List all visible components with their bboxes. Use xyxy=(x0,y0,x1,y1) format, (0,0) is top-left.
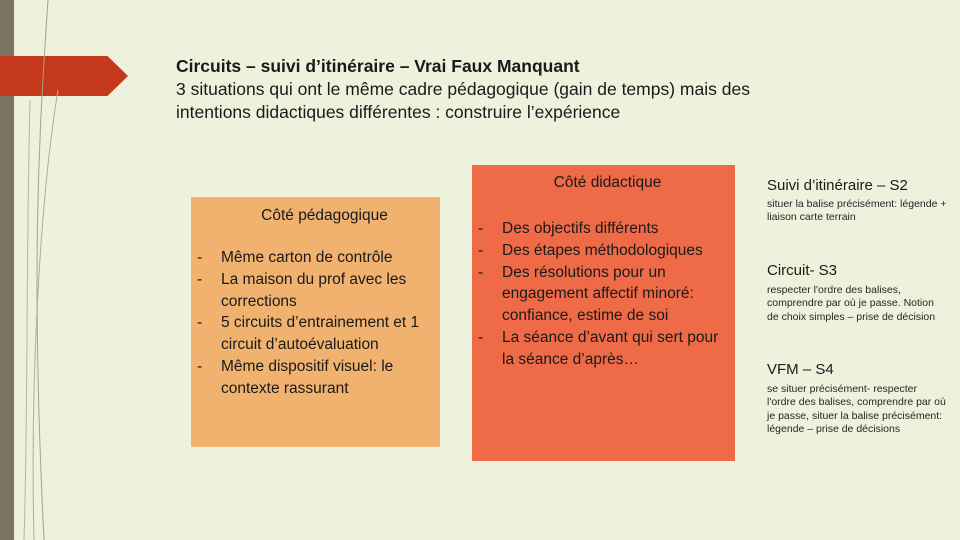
situation-description: se situer précisément- respecter l'ordre des balises, comprendre par où je passe, situer la balise précisément: légende – prise de décisions xyxy=(767,383,946,435)
decorative-curves xyxy=(0,0,120,540)
situation-title: Circuit- S3 xyxy=(767,262,838,279)
list-item xyxy=(197,312,432,356)
dash-marker: - xyxy=(478,241,484,259)
pedagogique-box xyxy=(191,197,440,447)
situation-title: Suivi d’itinéraire – S2 xyxy=(767,177,908,194)
title-line-2: 3 situations qui ont le même cadre pédagogique (gain de temps) mais des xyxy=(176,79,750,99)
list-item-text: La maison du prof avec les corrections xyxy=(221,270,407,310)
list-item xyxy=(478,240,727,262)
list-item-text: Des résolutions pour un engagement affectif minoré: confiance, estime de soi xyxy=(502,263,694,325)
title-line-1: Circuits – suivi d’itinéraire – Vrai Faux Manquant xyxy=(176,56,580,76)
dash-marker: - xyxy=(197,270,203,288)
list-item-text: Même carton de contrôle xyxy=(221,249,393,266)
dash-marker: - xyxy=(197,357,203,375)
list-item-text: 5 circuits d’entrainement et 1 circuit d’autoévaluation xyxy=(221,314,420,354)
didactique-list xyxy=(478,218,727,371)
situation-s4 xyxy=(767,360,947,436)
list-item xyxy=(197,269,432,313)
title-line-3: intentions didactiques différentes : construire l’expérience xyxy=(176,102,621,122)
situation-s3 xyxy=(767,261,947,324)
list-item xyxy=(478,327,727,371)
list-item-text: Même dispositif visuel: le contexte rassurant xyxy=(221,357,394,397)
dash-marker: - xyxy=(197,314,203,332)
situation-s2 xyxy=(767,176,947,225)
pedagogique-list xyxy=(197,247,432,400)
dash-marker: - xyxy=(478,328,484,346)
dash-marker: - xyxy=(478,220,484,237)
didactique-title: Côté didactique xyxy=(553,174,662,191)
didactique-box xyxy=(472,165,735,461)
list-item-text: Des objectifs différents xyxy=(502,220,659,237)
list-item-text: Des étapes méthodologiques xyxy=(502,241,703,259)
situation-title: VFM – S4 xyxy=(767,361,834,378)
list-item xyxy=(478,262,727,327)
list-item xyxy=(478,218,727,240)
list-item xyxy=(197,356,432,400)
list-item-text: La séance d’avant qui sert pour la séance d’après… xyxy=(502,328,719,368)
dash-marker: - xyxy=(197,249,203,266)
pedagogique-title: Côté pédagogique xyxy=(261,207,388,224)
situation-description: respecter l'ordre des balises, comprendre par où je passe. Notion de choix simples – prise de décision xyxy=(767,284,936,323)
situation-description: situer la balise précisément: légende + liaison carte terrain xyxy=(767,198,947,224)
list-item xyxy=(197,247,432,269)
dash-marker: - xyxy=(478,263,484,281)
slide-title xyxy=(176,55,896,124)
